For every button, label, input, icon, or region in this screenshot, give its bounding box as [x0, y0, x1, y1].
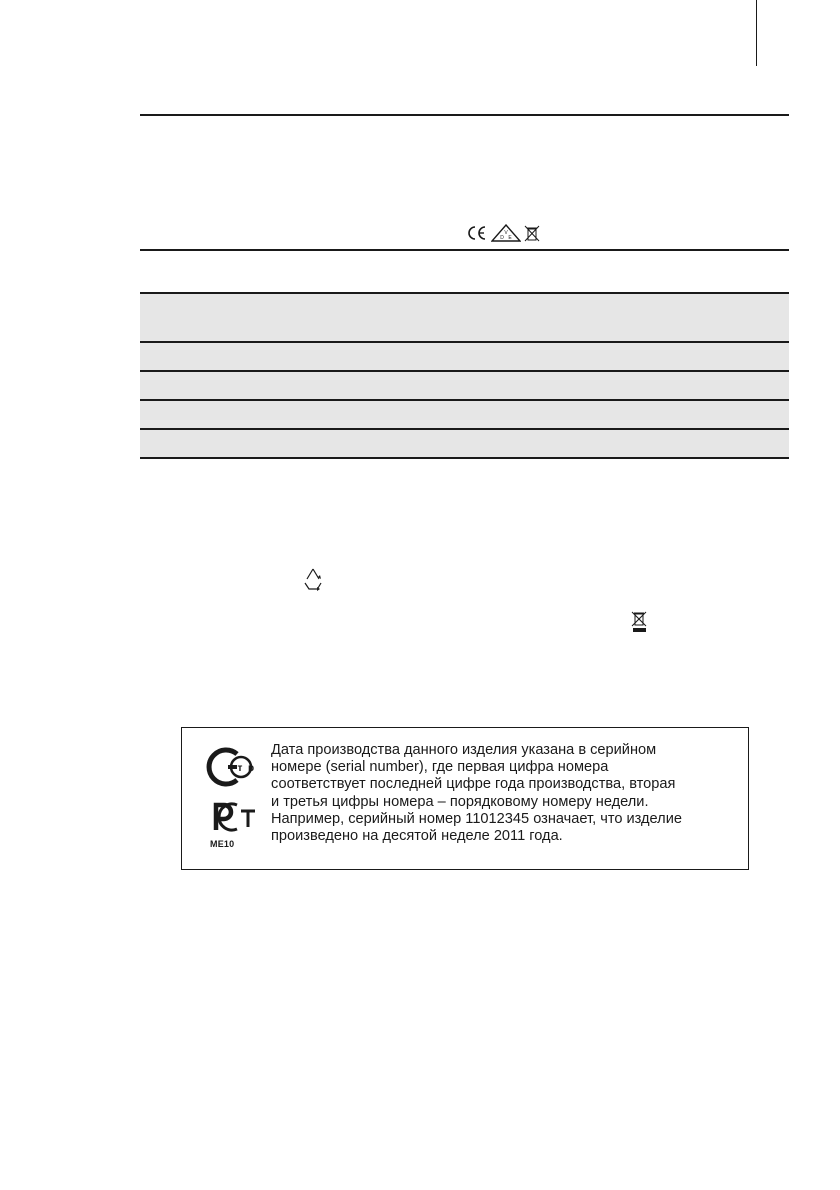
weee-bin-icon [630, 611, 650, 638]
vde-letter-e: E [508, 235, 512, 241]
technical-data-table [140, 292, 789, 459]
svg-text:т: т [237, 763, 243, 774]
vde-letter-v: V [504, 230, 508, 236]
recycle-icon [302, 567, 324, 596]
pct-mark-icon [203, 797, 257, 844]
table-row [140, 343, 789, 372]
weee-bin-icon [524, 224, 540, 242]
vde-letter-d: D [500, 235, 504, 241]
page-edge-line [756, 0, 757, 66]
ce-mark-icon [466, 225, 488, 241]
cert-code: ME10 [210, 839, 235, 849]
manufacture-date-text: Дата производства данного изделия указана в серийном номере (serial number), где первая цифра номера соответствует последней цифре года производства, вторая и третья цифры номера – порядковому номеру недели. Например, серийный номер 11012345 означает, что изделие произведено на десятой неделе 2011 года. [271, 742, 682, 845]
table-row [140, 430, 789, 459]
section-rule [140, 249, 789, 251]
eac-mark-icon [203, 745, 259, 794]
svg-text:р: р [247, 763, 255, 774]
table-row [140, 372, 789, 401]
compliance-marks [466, 224, 540, 242]
vde-mark-icon [491, 224, 521, 242]
table-header-row [140, 292, 789, 343]
table-row [140, 401, 789, 430]
top-rule [140, 114, 789, 116]
